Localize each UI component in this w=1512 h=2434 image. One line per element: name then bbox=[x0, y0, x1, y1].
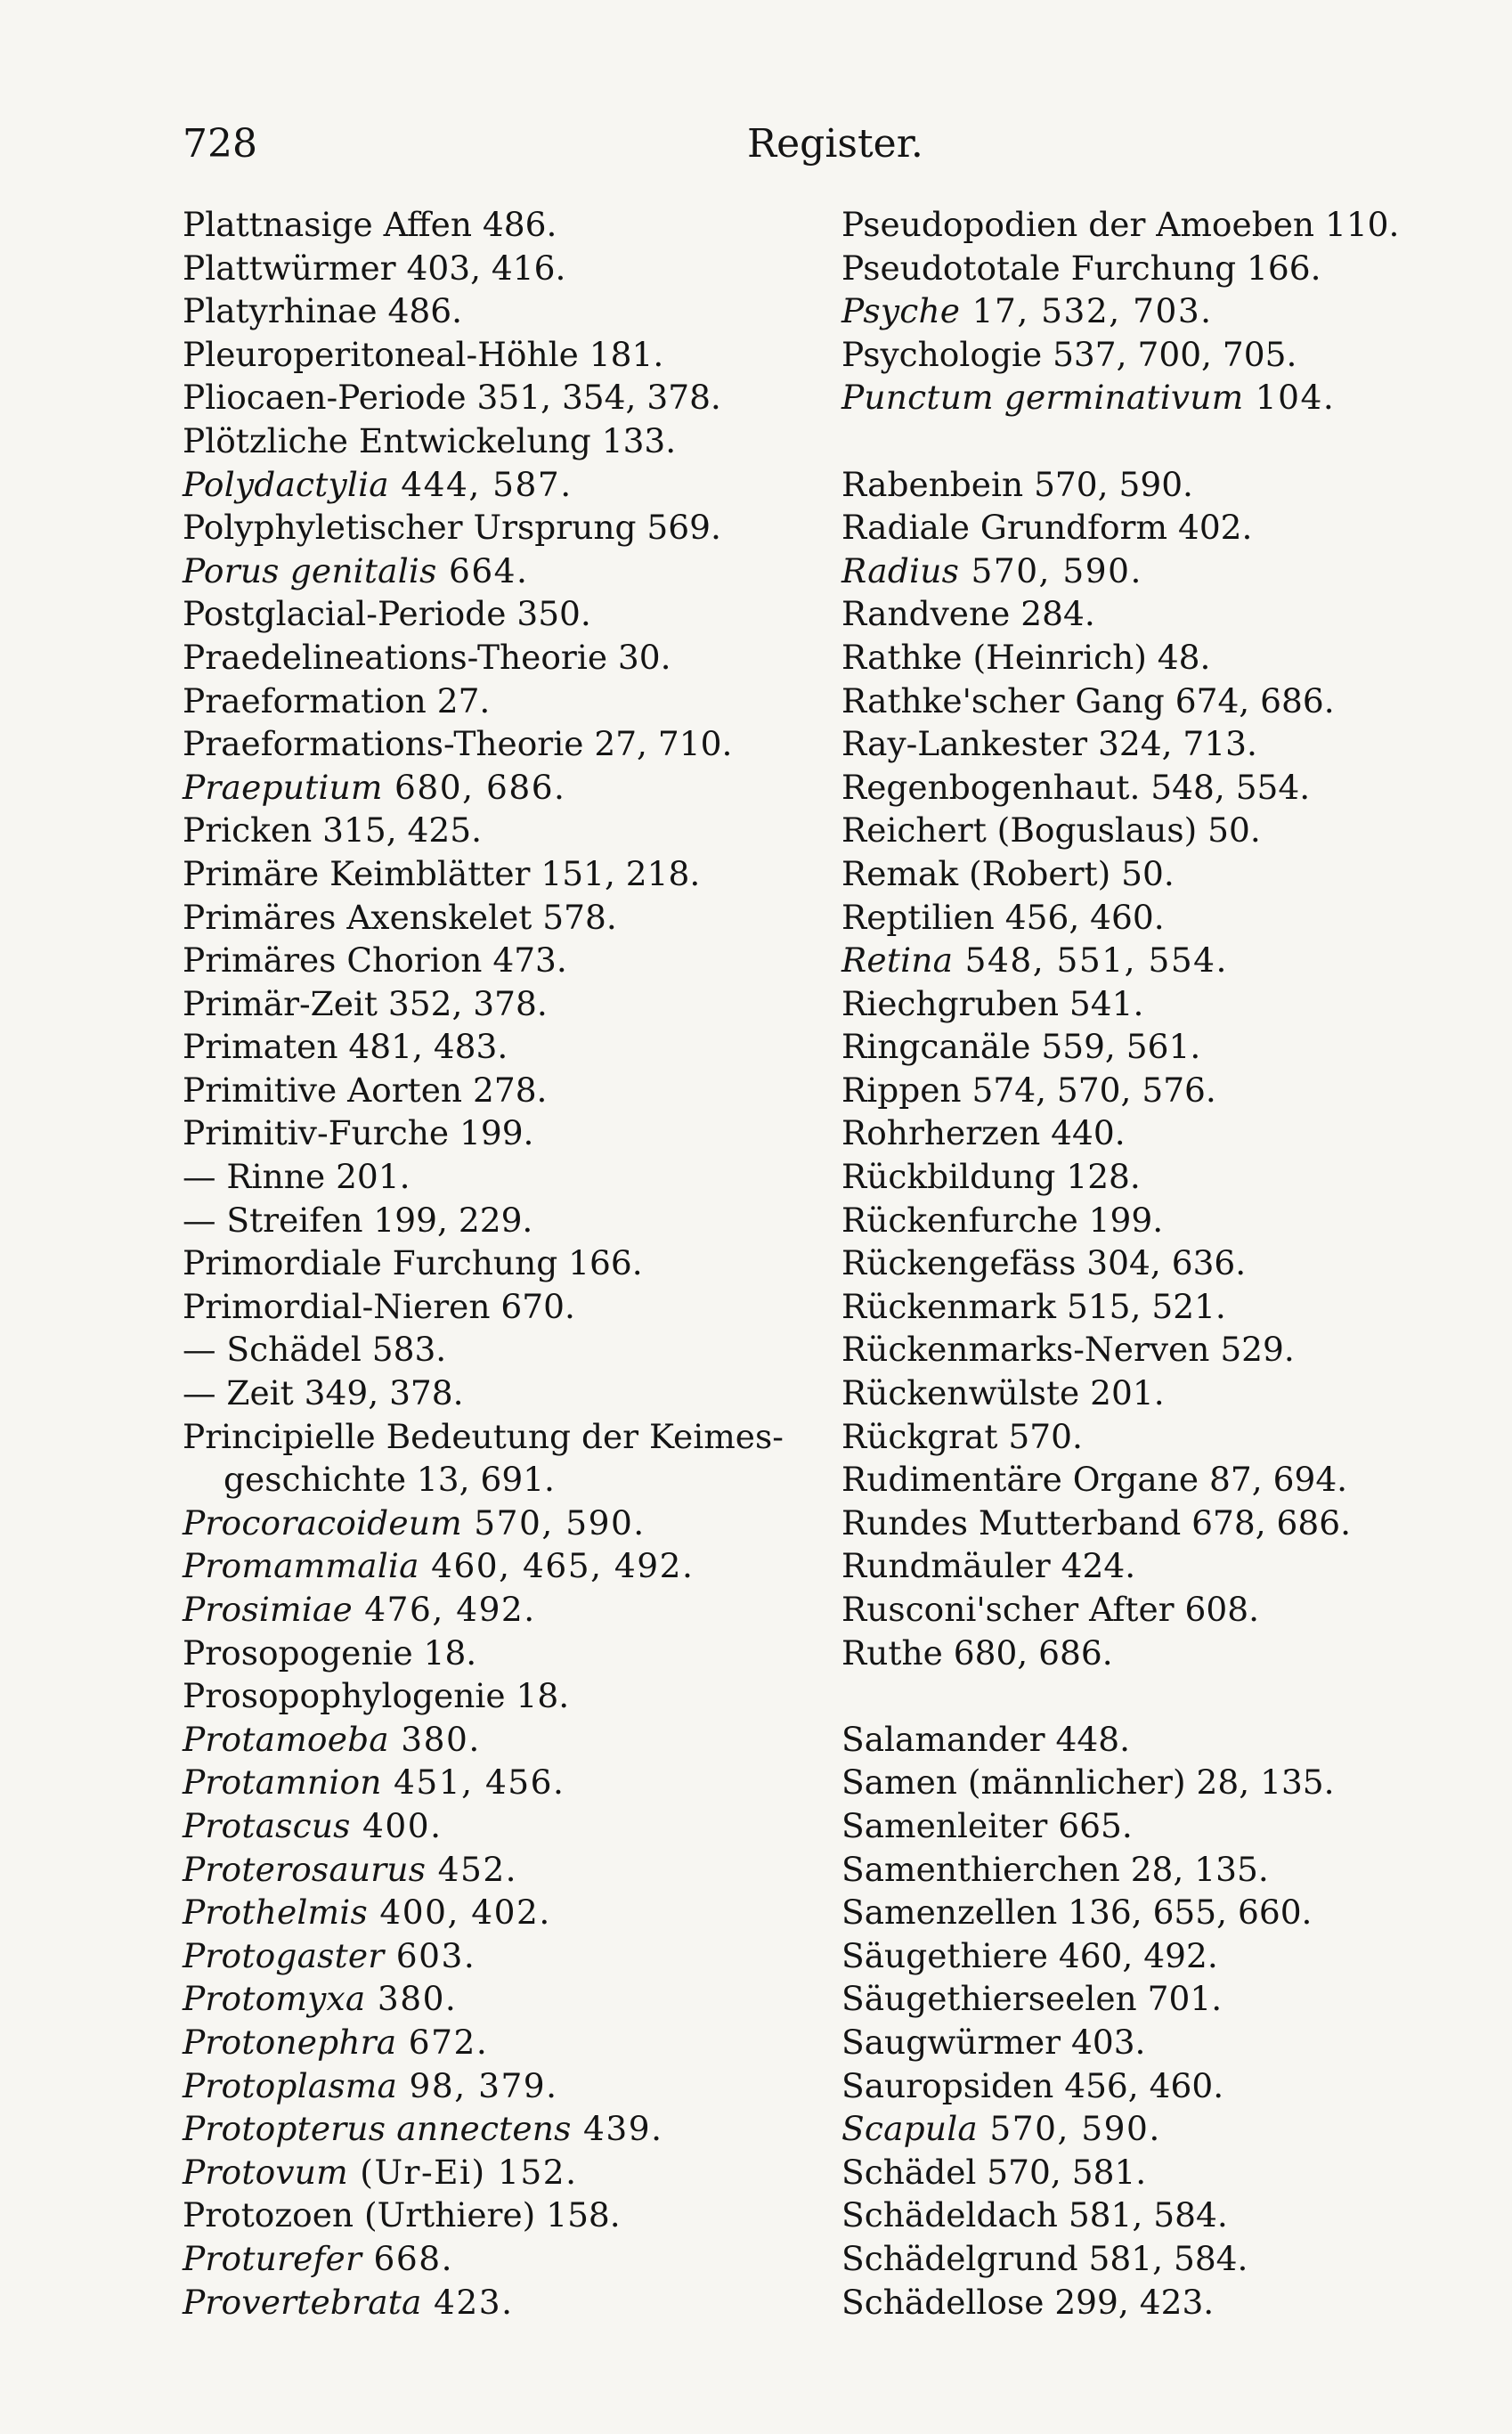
index-term: Protomyxa bbox=[183, 1979, 366, 2019]
index-entry: Pseudototale Furchung 166. bbox=[841, 248, 1321, 288]
index-entry: Regenbogenhaut. 548, 554. bbox=[841, 767, 1311, 807]
index-pages: 664. bbox=[436, 550, 529, 590]
index-entry: Protozoen (Urthiere) 158. bbox=[183, 2195, 621, 2235]
index-entry: Rückbildung 128. bbox=[841, 1157, 1141, 1197]
index-entry: Säugethiere 460, 492. bbox=[841, 1935, 1218, 1975]
index-entry: Plattwürmer 403, 416. bbox=[183, 248, 566, 288]
index-entry bbox=[841, 939, 1483, 982]
index-entry: Primordial-Nieren 670. bbox=[183, 1286, 575, 1326]
index-entry bbox=[183, 2064, 824, 2108]
index-pages: 680, 686. bbox=[382, 767, 566, 807]
index-entry bbox=[183, 2151, 824, 2194]
index-entry bbox=[183, 463, 824, 507]
index-entry bbox=[183, 1588, 824, 1632]
index-entry: Prosopogenie 18. bbox=[183, 1632, 477, 1673]
index-entry: Primäre Keimblätter 151, 218. bbox=[183, 853, 701, 893]
index-entry: Schädelgrund 581, 584. bbox=[841, 2238, 1248, 2278]
index-entry bbox=[841, 2107, 1483, 2151]
index-term: Protoplasma bbox=[183, 2065, 398, 2105]
index-entry: — Rinne 201. bbox=[183, 1157, 411, 1197]
index-entry bbox=[183, 2237, 824, 2281]
index-entry: — Zeit 349, 378. bbox=[183, 1373, 464, 1413]
index-entry: Primordiale Furchung 166. bbox=[183, 1243, 643, 1283]
index-entry: Rückenwülste 201. bbox=[841, 1373, 1165, 1413]
index-entry: Rückenmarks-Nerven 529. bbox=[841, 1330, 1295, 1370]
index-entry: Primitive Aorten 278. bbox=[183, 1070, 548, 1110]
index-pages: (Ur-Ei) 152. bbox=[347, 2152, 578, 2192]
index-entry: Principielle Bedeutung der Keimes- bbox=[183, 1416, 784, 1456]
index-term: Prothelmis bbox=[183, 1893, 368, 1933]
index-entry bbox=[183, 766, 824, 810]
index-term: Scapula bbox=[841, 2109, 978, 2149]
index-entry-continuation: geschichte 13, 691. bbox=[224, 1460, 555, 1500]
section-gap bbox=[841, 1674, 1483, 1718]
index-term: Promammalia bbox=[183, 1546, 419, 1586]
index-entry: Schädel 570, 581. bbox=[841, 2152, 1147, 2192]
index-entry: Plötzliche Entwickelung 133. bbox=[183, 420, 677, 460]
index-entry: Schädeldach 581, 584. bbox=[841, 2195, 1228, 2235]
section-gap bbox=[841, 419, 1483, 463]
index-pages: 104. bbox=[1243, 378, 1336, 418]
index-entry: Radiale Grundform 402. bbox=[841, 508, 1253, 548]
index-pages: 672. bbox=[396, 2022, 489, 2062]
index-entry: Pleuroperitoneal-Höhle 181. bbox=[183, 334, 664, 374]
index-entry: Primaten 481, 483. bbox=[183, 1027, 508, 1067]
index-entry: Primäres Axenskelet 578. bbox=[183, 897, 617, 937]
index-entry: Praeformations-Theorie 27, 710. bbox=[183, 724, 733, 764]
index-pages: 444, 587. bbox=[388, 464, 573, 504]
index-entry: Rückgrat 570. bbox=[841, 1416, 1083, 1456]
index-pages: 380. bbox=[365, 1979, 458, 2019]
index-entry: Salamander 448. bbox=[841, 1719, 1131, 1759]
index-entry: Primitiv-Furche 199. bbox=[183, 1113, 534, 1153]
page-number: 728 bbox=[183, 121, 257, 167]
index-term: Psyche bbox=[841, 291, 961, 331]
index-entry: Reptilien 456, 460. bbox=[841, 897, 1165, 937]
index-pages: 400. bbox=[350, 1805, 443, 1845]
index-entry bbox=[183, 1977, 824, 2021]
index-entry: Samenthierchen 28, 135. bbox=[841, 1849, 1269, 1889]
index-pages: 548, 551, 554. bbox=[953, 940, 1228, 981]
index-pages: 452. bbox=[426, 1849, 518, 1889]
running-title: Register. bbox=[747, 121, 923, 167]
index-entry: Polyphyletischer Ursprung 569. bbox=[183, 508, 721, 548]
index-pages: 476, 492. bbox=[352, 1590, 536, 1629]
index-entry: Ringcanäle 559, 561. bbox=[841, 1027, 1201, 1067]
index-pages: 400, 402. bbox=[367, 1893, 551, 1933]
index-pages: 603. bbox=[384, 1935, 476, 1975]
index-entry: Platyrhinae 486. bbox=[183, 291, 463, 331]
index-entry: Rohrherzen 440. bbox=[841, 1113, 1126, 1153]
index-term: Prosimiae bbox=[183, 1590, 353, 1629]
index-term: Porus genitalis bbox=[183, 550, 437, 590]
index-entry bbox=[183, 1718, 824, 1762]
index-pages: 570, 590. bbox=[461, 1502, 646, 1543]
index-entry: Riechgruben 541. bbox=[841, 983, 1144, 1023]
index-entry bbox=[183, 1891, 824, 1934]
index-entry bbox=[183, 1544, 824, 1588]
index-entry: Ruthe 680, 686. bbox=[841, 1632, 1113, 1673]
index-entry bbox=[841, 289, 1483, 333]
index-entry: Rippen 574, 570, 576. bbox=[841, 1070, 1216, 1110]
index-term: Proturefer bbox=[183, 2238, 362, 2278]
index-term: Protopterus annectens bbox=[183, 2109, 572, 2149]
index-entry: Samenleiter 665. bbox=[841, 1805, 1133, 1845]
index-term: Protamnion bbox=[183, 1762, 382, 1803]
index-entry bbox=[183, 549, 824, 593]
index-column-left bbox=[183, 203, 824, 2324]
index-pages: 423. bbox=[421, 2282, 514, 2322]
index-pages: 17, 532, 703. bbox=[960, 291, 1213, 331]
index-pages: 668. bbox=[362, 2238, 453, 2278]
index-pages: 570, 590. bbox=[959, 550, 1142, 590]
index-entry: Saugwürmer 403. bbox=[841, 2022, 1146, 2062]
index-entry bbox=[183, 1502, 824, 1545]
index-term: Punctum germinativum bbox=[841, 378, 1244, 418]
index-entry: Plattnasige Affen 486. bbox=[183, 205, 557, 244]
index-entry: Rückenfurche 199. bbox=[841, 1200, 1164, 1240]
index-entry: Ray-Lankester 324, 713. bbox=[841, 724, 1257, 764]
index-term: Praeputium bbox=[183, 767, 383, 807]
index-entry bbox=[841, 376, 1483, 419]
index-term: Provertebrata bbox=[183, 2282, 422, 2322]
index-entry: Praeformation 27. bbox=[183, 680, 491, 720]
index-term: Proterosaurus bbox=[183, 1849, 427, 1889]
index-entry: Rückenmark 515, 521. bbox=[841, 1286, 1226, 1326]
index-entry: Rathke (Heinrich) 48. bbox=[841, 637, 1211, 677]
index-entry bbox=[183, 1934, 824, 1978]
index-entry: Pseudopodien der Amoeben 110. bbox=[841, 205, 1400, 244]
index-entry bbox=[183, 2021, 824, 2064]
index-entry: Samen (männlicher) 28, 135. bbox=[841, 1762, 1335, 1803]
index-term: Protamoeba bbox=[183, 1719, 389, 1759]
index-term: Retina bbox=[841, 940, 954, 981]
index-entry: Rathke'scher Gang 674, 686. bbox=[841, 680, 1335, 720]
index-entry bbox=[183, 1848, 824, 1892]
index-column-right bbox=[841, 203, 1483, 2324]
index-term: Protogaster bbox=[183, 1935, 385, 1975]
index-entry bbox=[841, 549, 1483, 593]
index-pages: 570, 590. bbox=[977, 2109, 1161, 2149]
index-term: Protonephra bbox=[183, 2022, 397, 2062]
index-entry: Pliocaen-Periode 351, 354, 378. bbox=[183, 378, 721, 418]
index-term: Procoracoideum bbox=[183, 1502, 462, 1543]
index-entry: Rabenbein 570, 590. bbox=[841, 464, 1193, 504]
index-term: Polydactylia bbox=[183, 464, 389, 504]
index-entry: Samenzellen 136, 655, 660. bbox=[841, 1893, 1313, 1933]
index-entry: Praedelineations-Theorie 30. bbox=[183, 637, 671, 677]
index-term: Protovum bbox=[183, 2152, 348, 2192]
index-pages: 460, 465, 492. bbox=[419, 1546, 695, 1586]
index-entry: Rundmäuler 424. bbox=[841, 1546, 1136, 1586]
page-header bbox=[183, 121, 923, 175]
index-entry: Remak (Robert) 50. bbox=[841, 853, 1175, 893]
index-entry: Primär-Zeit 352, 378. bbox=[183, 983, 548, 1023]
index-entry: Rusconi'scher After 608. bbox=[841, 1590, 1260, 1629]
index-entry bbox=[183, 1761, 824, 1804]
index-entry bbox=[183, 2281, 824, 2324]
index-pages: 98, 379. bbox=[397, 2065, 558, 2105]
index-entry: — Streifen 199, 229. bbox=[183, 1200, 533, 1240]
index-entry: Reichert (Boguslaus) 50. bbox=[841, 810, 1261, 851]
index-entry: Prosopophylogenie 18. bbox=[183, 1676, 570, 1716]
index-entry: Schädellose 299, 423. bbox=[841, 2282, 1215, 2322]
index-entry: Rudimentäre Organe 87, 694. bbox=[841, 1460, 1348, 1500]
index-entry bbox=[183, 2107, 824, 2151]
index-pages: 451, 456. bbox=[381, 1762, 565, 1803]
index-term: Radius bbox=[841, 550, 960, 590]
index-pages: 439. bbox=[571, 2109, 663, 2149]
index-entry: — Schädel 583. bbox=[183, 1330, 447, 1370]
index-term: Protascus bbox=[183, 1805, 351, 1845]
index-entry: Rundes Mutterband 678, 686. bbox=[841, 1502, 1352, 1543]
index-pages: 380. bbox=[388, 1719, 481, 1759]
index-entry: Psychologie 537, 700, 705. bbox=[841, 334, 1297, 374]
index-entry: Primäres Chorion 473. bbox=[183, 940, 567, 981]
index-entry bbox=[183, 1804, 824, 1848]
index-entry: Pricken 315, 425. bbox=[183, 810, 483, 851]
index-entry: Postglacial-Periode 350. bbox=[183, 594, 591, 634]
index-entry: Säugethierseelen 701. bbox=[841, 1979, 1223, 2019]
index-entry: Sauropsiden 456, 460. bbox=[841, 2065, 1224, 2105]
index-entry: Rückengefäss 304, 636. bbox=[841, 1243, 1247, 1283]
index-entry: Randvene 284. bbox=[841, 594, 1095, 634]
